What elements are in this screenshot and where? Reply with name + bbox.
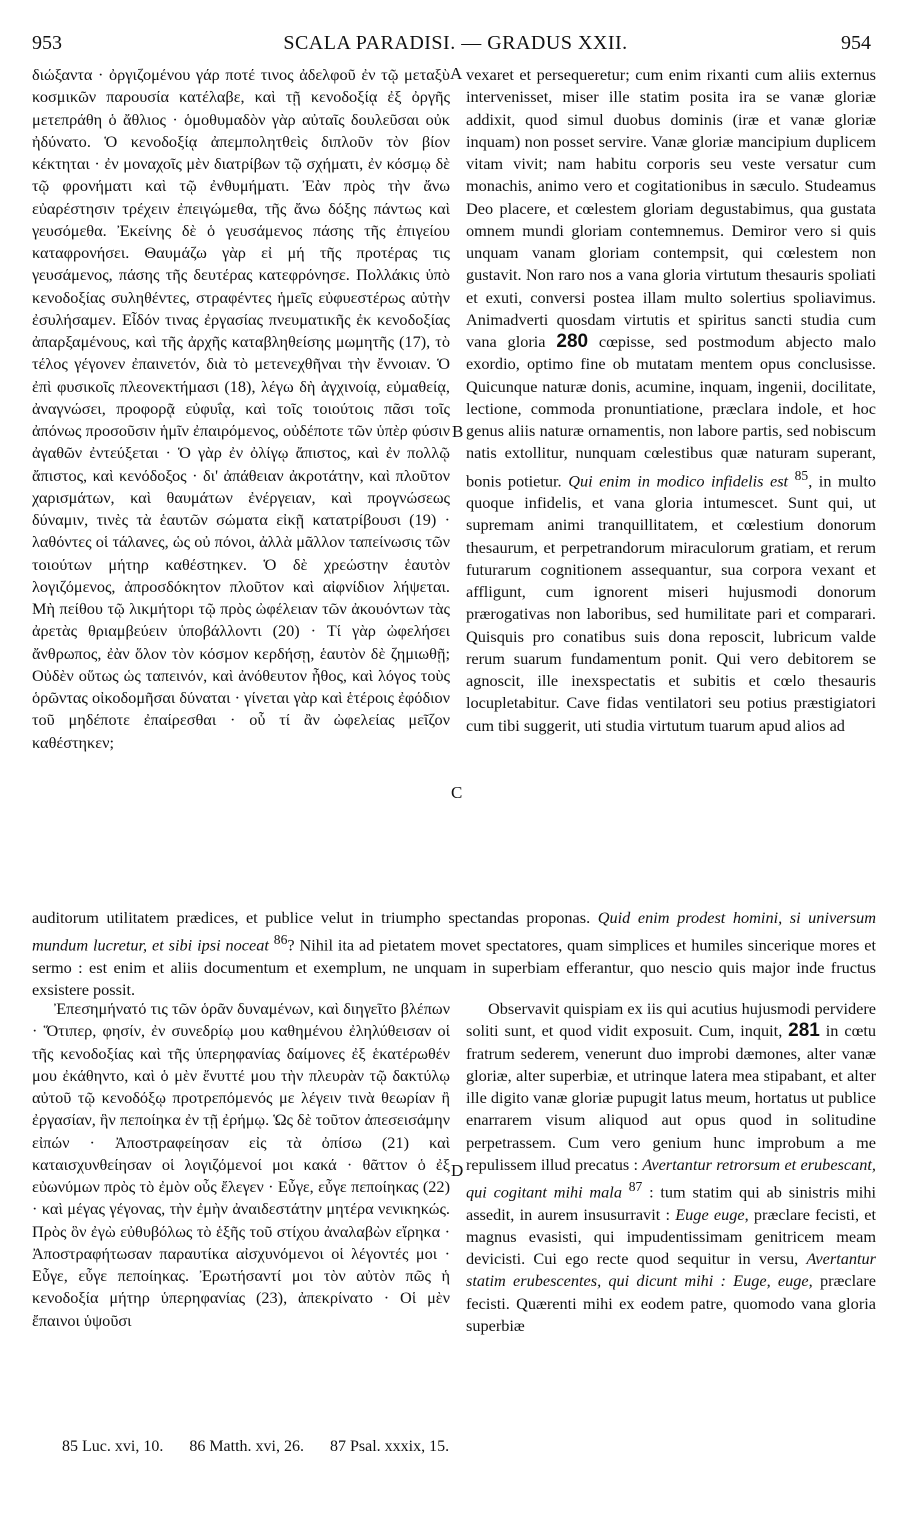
- scripture-quote: Quid enim prodest homini, si universum mundum lucretur, et sibi ipsi noceat: [32, 908, 876, 955]
- greek-column-top: [32, 64, 450, 754]
- footnote-ref: 86: [273, 932, 288, 948]
- latin-text-full: auditorum utilitatem prædices, et publice velut in triumpho spectandas proponas. Quid enim prodest homini, si universum mundum lucretur, et sibi ipsi noceat $^{86}$? Nihil ita ad pietatem movet spectatores, quam simplices et humiles sincerique mores et sermo : est enim et aliis documentum et exemplum, ne unquam in superbiam efferantur, quo nescio quis major inde fructus exsistere possit.: [32, 908, 876, 1000]
- page-number-right: 954: [841, 32, 871, 54]
- margin-letter-a: A: [450, 64, 463, 83]
- scripture-quote: Avertantur statim erubescentes, qui dicunt mihi : Euge, euge,: [466, 1249, 876, 1291]
- page-number-left: 953: [32, 32, 62, 54]
- scripture-quote: Qui enim in modico infidelis est: [568, 470, 789, 490]
- footnote-ref: 87: [628, 1179, 643, 1194]
- column-number: 280: [556, 331, 589, 352]
- footnote: 86 Matth. xvi, 26.: [189, 1438, 304, 1455]
- margin-letter-c: C: [451, 783, 463, 802]
- scripture-quote: Euge euge: [675, 1204, 745, 1224]
- margin-letter-b: B: [452, 422, 464, 441]
- footnote-ref: 85: [794, 467, 809, 483]
- greek-text-bottom: Ἐπεσημήνατό τις τῶν ὁρᾶν δυναμένων, καὶ διηγεῖτο βλέπων · Ὅτιπερ, φησίν, ἐν συνεδρίῳ μου καθημένου ἐληλύθεισαν οἱ τῆς κενοδοξίας καὶ τῆς ὑπερηφανίας δαίμονες ἐξ ἑκατέρωθέν μου ἐκάθηντο, καὶ ὁ μὲν ἔνυττέ μου τὴν πλευρὰν τῷ δακτύλῳ αὐτοῦ τῷ κενοδόξῳ προτρεπόμενός με λέγειν τινὰ θεωρίαν ἢ ἐργασίαν, ἣν πεποίηκα ἐν τῇ ἐρήμῳ. Ὡς δὲ τοῦτον ἀπεσεισάμην εἰπών · Ἀποστραφείησαν εἰς τὰ ὀπίσω (21) καὶ καταισχυνθείησαν οἱ λογιζόμενοί μοι κακά · θᾶττον ὁ ἐξ εὐωνύμων πρὸς τὸ ἐμὸν οὖς ἔλεγεν · Εὖγε, εὖγε πεποίηκας (22) · καὶ μέγας γέγονας, τὴν ἐμὴν ἀναιδεστάτην μητέρα νενικηκώς. Πρὸς ὃν ἐγὼ εὐθυβόλως τὸ ἑξῆς τοῦ στίχου ἀναλαβὼν εἴρηκα · Ἀποστραφήτωσαν παραυτίκα αἰσχυνόμενοι οἱ λέγοντές μοι · Εὖγε, εὖγε πεποίηκας. Ἐρωτήσαντί μοι τὸν αὐτὸν πῶς ἡ κενοδοξία μήτηρ ὑπερηφανίας (23), ἀπεκρίνατο · Οἱ μὲν ἔπαινοι ὑψοῦσι: [32, 999, 450, 1330]
- latin-column-bottom: [466, 998, 876, 1337]
- latin-full-width: [32, 907, 876, 1001]
- greek-text-top: διώξαντα · ὀργιζομένου γάρ ποτέ τινος ἀδελφοῦ ἐν τῷ μεταξὺ κοσμικῶν παρουσία κατέλαβε, καὶ τῇ κενοδοξίᾳ ἐξ ὀργῆς μετεπράθη ὁ ἄθλιος · ὁμοθυμαδὸν γὰρ αὐταῖς δουλεῦσαι οὐκ ἠδύνατο. Ὁ κενοδοξίᾳ ἀπεμπολητθεὶς διπλοῦν τὸν βίον κέκτηται · ἐν μοναχοῖς μὲν διατρίβων τῷ σχήματι, ἐν κόσμῳ δὲ τῷ φρονήματι καὶ τῷ ἐνθυμήματι. Ἐὰν πρὸς τὴν ἄνω εὐαρέστησιν τρέχειν ἐπειγώμεθα, τῆς ἄνω δόξης πάντως καὶ γευσόμεθα. Ἐκείνης δὲ ὁ γευσάμενος πάσης τῆς ἐπιγείου καταφρονήσει. Θαυμάζω γὰρ εἰ μή τῆς προτέρας τις γευσάμενος, πάσης τῆς δευτέρας κατεφρόνησε. Πολλάκις ὑπὸ κενοδοξίας συληθέντες, στραφέντες ἡμεῖς εὐφυεστέρως αὐτὴν ἐσυλήσαμεν. Εἶδόν τινας ἐργασίας πνευματικῆς ἐκ κενοδοξίας ἀπαρξαμένους, καὶ τῆς ἀρχῆς καταβληθείσης μωμητῆς (17), τὸ τέλος γέγονεν ἐπαινετόν, διὰ τὸ μετενεχθῆναι τὴν ἔννοιαν. Ὁ ἐπὶ φυσικοῖς πλεονεκτήμασι (18), λέγω δὴ ἀγχινοίᾳ, εὐμαθείᾳ, ἀναγνώσει, προφορᾷ εὐφυΐᾳ, καὶ τοῖς τοιούτοις πᾶσι τοῖς ἀπόνως προσοῦσιν ἡμῖν ἐπαιρόμενος, οὐδέποτε τῶν ὑπὲρ φύσιν ἀγαθῶν ἐντεύξεται · Ὁ γὰρ ἐν ὀλίγῳ ἄπιστος, καὶ ἐν πολλῷ ἄπιστος, καὶ κενόδοξος · δι' ἀπάθειαν ἀκροτάτην, καὶ πλοῦτον χαρισμάτων, καὶ θαυμάτων ἐνέργειαν, καὶ προγνώσεως δύναμιν, τινὲς τὰ ἑαυτῶν σώματα εἰκῇ κατατρίβουσι (19) · λαθόντες οἱ τάλανες, ὡς οὐ πόνοι, ἀλλὰ μᾶλλον ταπείνωσις τῶν τοιούτων μήτηρ καθέστηκεν. Ὁ δὲ χρεώστην ἑαυτὸν λογιζόμενος, ἀπροσδόκητον πλοῦτον καὶ αἰφνίδιον λήψεται. Μὴ πείθου τῷ λικμήτορι τῷ πρὸς ὠφέλειαν τῶν ἀκουόντων τὰς ἀρετὰς θριαμβεύειν ὑποβάλλοντι (20) · Τί γὰρ ὠφελήσει ἄνθρωπος, ἐὰν ὅλον τὸν κόσμον κερδήσῃ, ἑαυτὸν δὲ ζημιωθῇ; Οὐδὲν οὕτως ὡς ταπεινόν, καὶ ἀνόθευτον ἦθος, καὶ λόγος τοὺς ὁρῶντας οἰκοδομῆσαι δύναται · γίνεται γὰρ καὶ ἑτέροις ἐφόδιον τοῦ μηδέποτε ἐπαίρεσθαι · οὗ τί ἂν ὠφελείας μεῖζον καθέστηκεν;: [32, 65, 450, 752]
- latin-column-top: [466, 64, 876, 737]
- footnotes: [62, 1438, 471, 1456]
- margin-letter-d: D: [451, 1161, 464, 1180]
- latin-text-top: vexaret et persequeretur; cum enim rixanti cum aliis externus intervenisset, miser ille statim posita ira se vanæ gloriæ addixit, quod simul duobus dominis (iræ et vanæ gloriæ inquam) non posset servire. Vanæ gloriæ mancipium duplicem vitam vivit; nam habitu corporis seu veste versatur cum monachis, animo vero et cogitationibus in sæculo. Studeamus Deo placere, et cœlestem gloriam degustabimus, qua gustata omnem mundi gloriam contemnemus. Demiror vero si quis unquam vanam gloriam contempsit, qui cœlestem non gustavit. Non raro nos a vana gloria virtutum thesauris spoliati et exuti, conversi postea illam multo solertius spoliavimus. Animadverti quosdam virtutis et spiritus sancti studia cum vana gloria 280 cœpisse, sed postmodum abjecto malo exordio, optimo fine ob mutatam mentem opus conclusisse. Quicunque naturæ donis, acumine, inquam, ingenii, docilitate, lectione, commoda pronuntiatione, præclara indole, et hoc genus aliis naturæ ornamentis, non labore partis, sed nobiscum natis extollitur, nunquam cœlestibus quæ naturam superant, bonis potietur. Qui enim in modico infidelis est $^{85}$, in multo quoque infidelis, et vana gloria intumescet. Sunt qui, ut supremam animi tranquillitatem, et cœlestium donorum thesaurum, et perpetrandorum miraculorum gratiam, et rerum futurarum cognitionem assequantur, sua corpora vexant et affligunt, cum ignorent miseri hujusmodi donorum prærogativas non laboribus, sed humilitate pari et comparari. Quisquis pro conatibus suis dona reposcit, lubricum valde rerum suarum fundamentum ponit. Qui vero debitorem se agnoscit, ille inexspectatis et subitis et cœlo thesauris locupletabitur. Cave fidas ventilatori seu potius præstigiatori cum tibi suggerit, uti studia virtutum tuarum apud alios ad: [466, 65, 877, 735]
- footnote: 87 Psal. xxxix, 15.: [330, 1438, 450, 1455]
- scripture-quote: Avertantur retrorsum et erubescant, qui cogitant mihi mala: [466, 1154, 876, 1202]
- footnote: 85 Luc. xvi, 10.: [62, 1438, 164, 1455]
- running-title: SCALA PARADISI. — GRADUS XXII.: [283, 32, 628, 54]
- latin-text-bottom: Observavit quispiam ex iis qui acutius hujusmodi pervidere soliti sunt, et quod vidit exposuit. Cum, inquit, 281 in cœtu fratrum sederem, venerunt duo improbi dæmones, alter vanæ gloriæ, alter superbiæ, et utrinque latera mea stipabant, et alter ille digito vanæ gloriæ pupugit latus meum, hortatus ut publice enarrarem visum aliquod aut opus quod in solitudine perpetrassem. Cum vero genium hunc improbum a me repulissem illud precatus : Avertantur retrorsum et erubescant, qui cogitant mihi mala $^{87}$ : tum statim qui ab sinistris mihi assedit, in aurem insusurravit : Euge euge, præclare fecisti, et magnus evasisti, qui impudentissimam genitricem meam devicisti. Cui ego recte quod sequitur in versu, Avertantur statim erubescentes, qui dicunt mihi : Euge, euge, præclare fecisti. Quærenti mihi ex eodem patre, quomodo vana gloria superbiæ: [466, 999, 876, 1335]
- page-header: [0, 32, 911, 58]
- column-number: 281: [788, 1020, 820, 1042]
- greek-column-bottom: [32, 998, 450, 1332]
